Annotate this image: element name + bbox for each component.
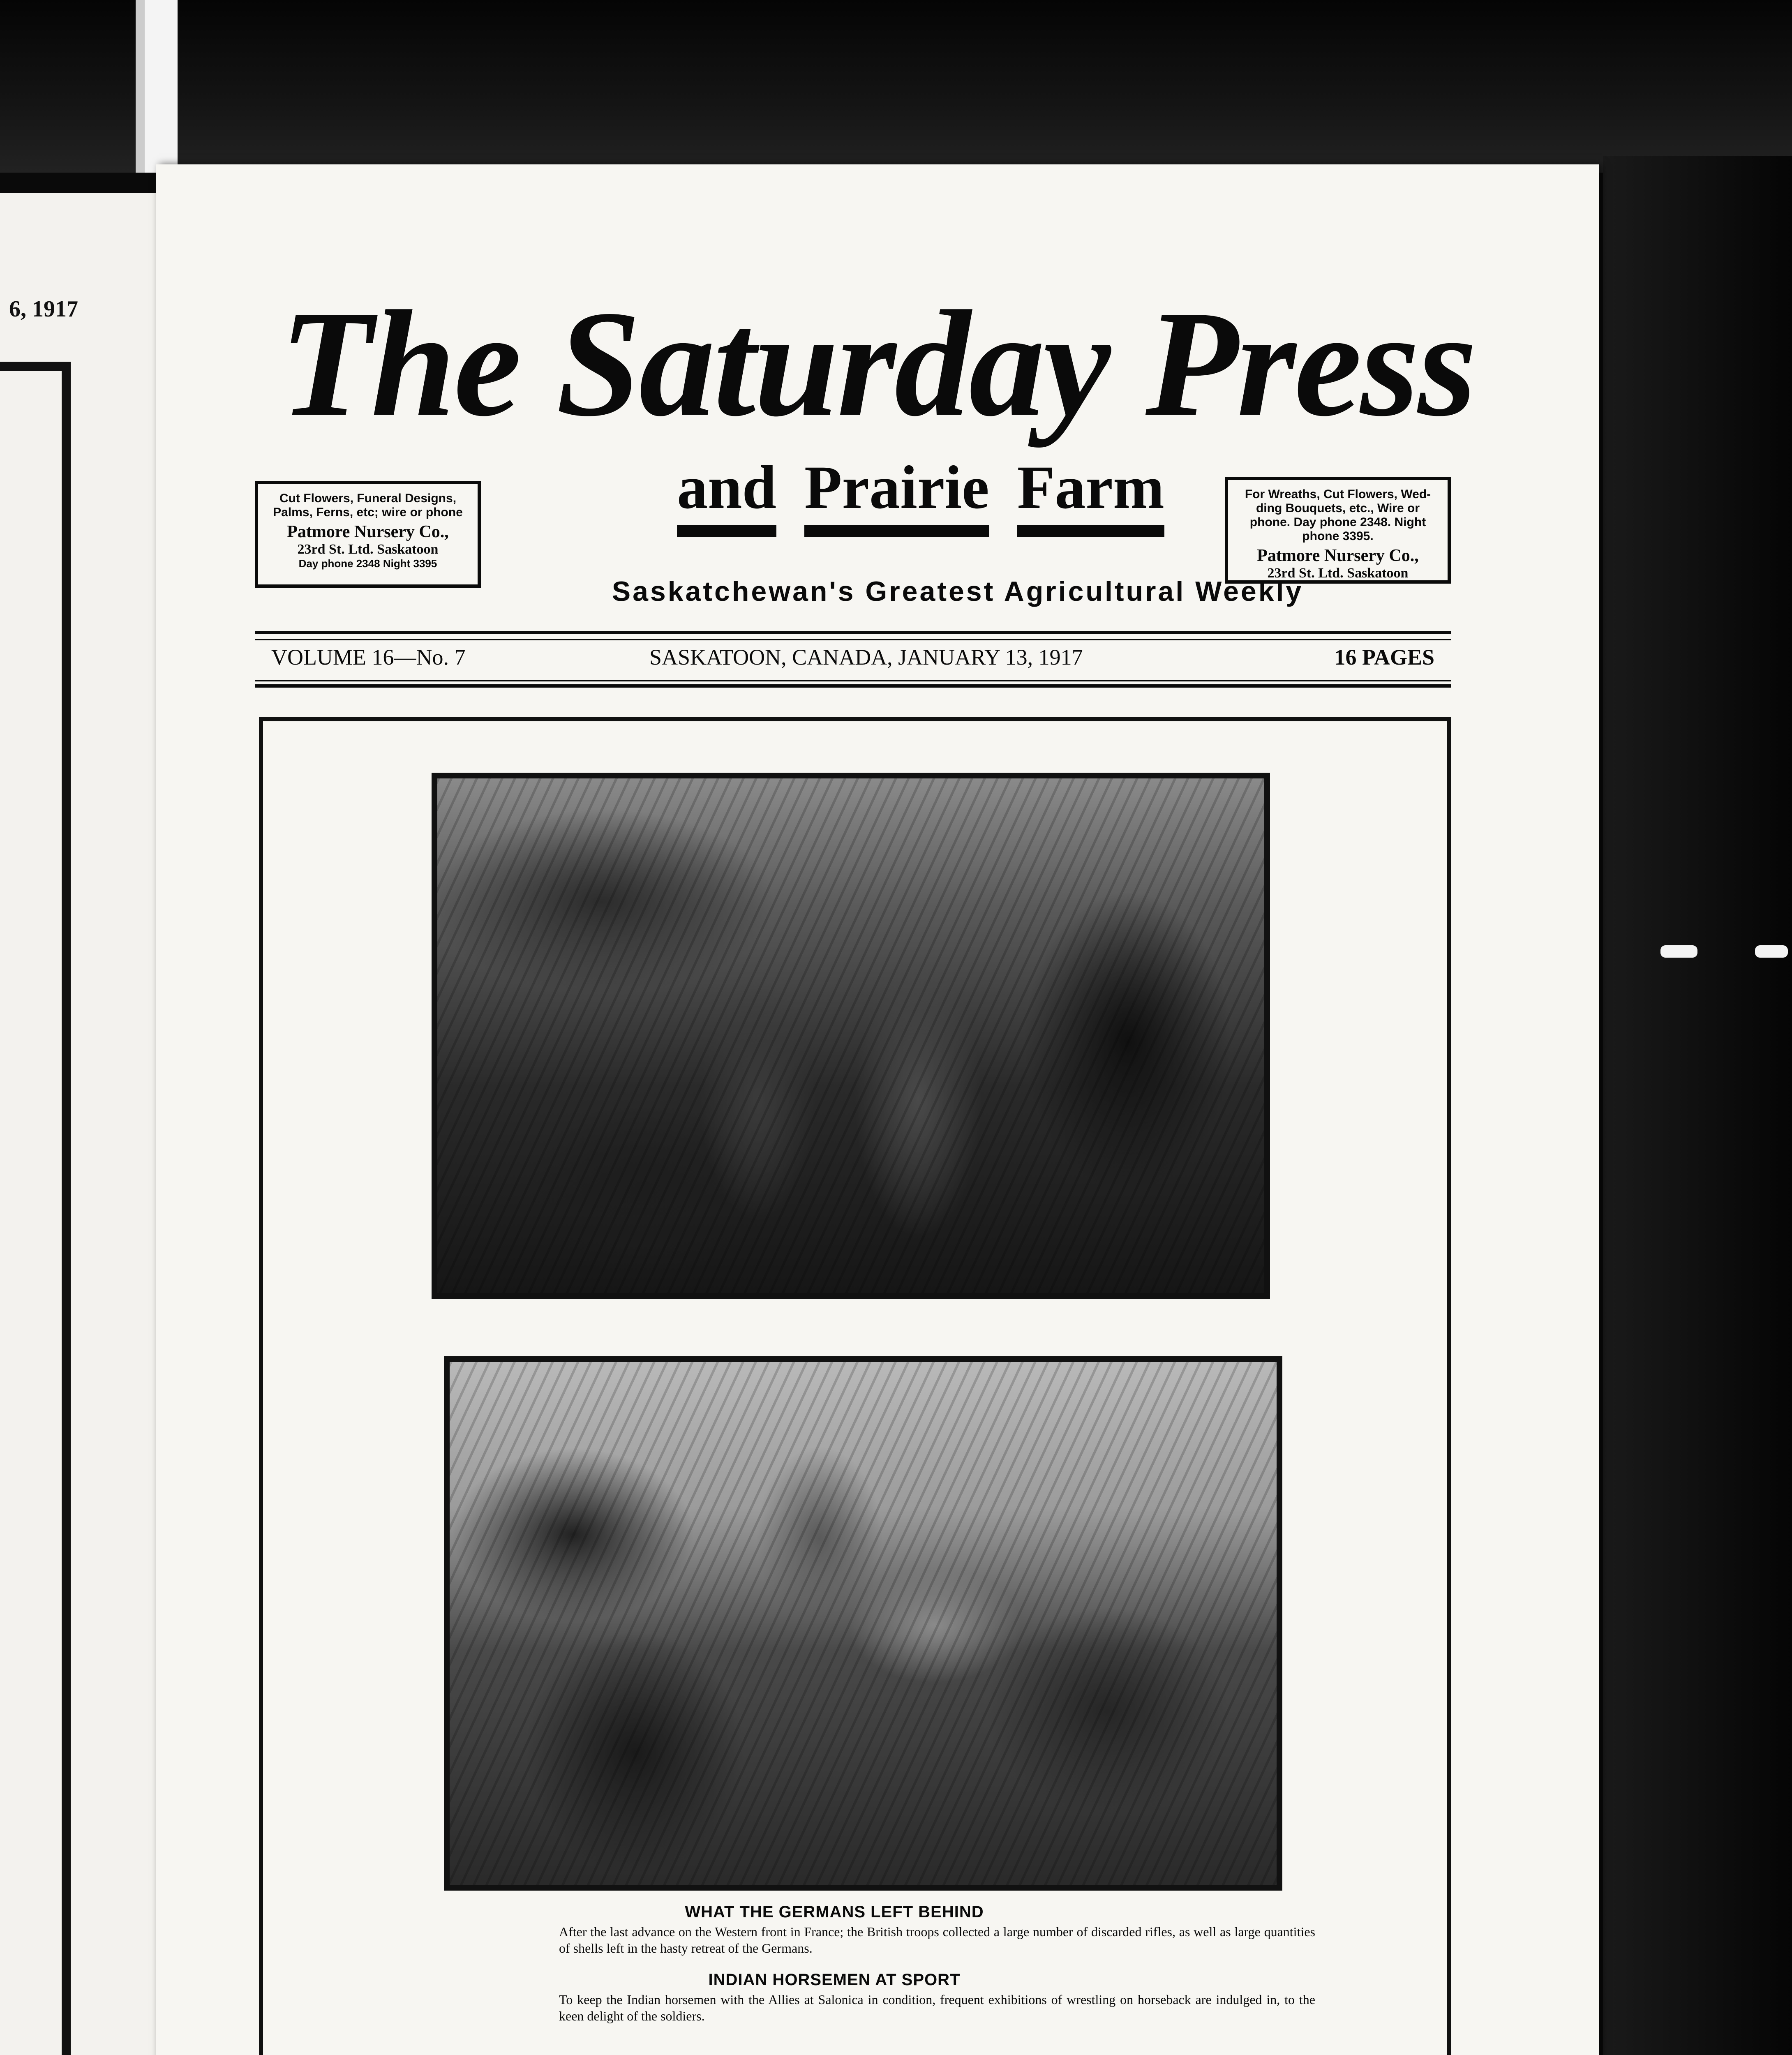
ad-right-line3: phone. Day phone 2348. Night [1249, 515, 1426, 529]
tagline: Saskatchewan's Greatest Agricultural Weekly [612, 576, 1304, 607]
caption-body-germans: After the last advance on the Western front in France; the British troops collected a large number of discarded rifles, as well as large quantities of shells left in the hasty retreat of the Germans. [559, 1924, 1315, 1956]
film-scratch-mark [1660, 945, 1697, 958]
ad-left-phone: Day phone 2348 Night 3395 [298, 557, 437, 570]
ad-right-address: 23rd St. Ltd. Saskatoon [1267, 566, 1409, 581]
microfilm-right-edge [1603, 156, 1792, 2055]
subtitle-prairie: Prairie [804, 452, 989, 537]
left-page-date: 6, 1917 [9, 296, 78, 322]
subtitle-farm: Farm [1017, 452, 1164, 537]
film-scratch-mark [1755, 945, 1788, 958]
left-page-border-box [0, 362, 71, 2055]
issue-line [255, 644, 1451, 677]
masthead-subtitle [571, 452, 1270, 537]
adjacent-left-page [0, 193, 177, 2055]
masthead-title: The Saturday Press [279, 279, 1476, 448]
subtitle-and: and [677, 452, 776, 537]
issue-page-count: 16 PAGES [1334, 645, 1434, 670]
ad-left-address: 23rd St. Ltd. Saskatoon [297, 542, 439, 557]
ad-left-line2: Palms, Ferns, etc; wire or phone [273, 506, 463, 519]
ad-right-name: Patmore Nursery Co., [1257, 546, 1419, 565]
caption-body-horsemen: To keep the Indian horsemen with the Allies at Salonica in condition, frequent exhibitions of wrestling on horseback are indulged in, to the keen delight of the soldiers. [559, 1992, 1315, 2023]
rule-top-thin [255, 639, 1451, 640]
advertisement-right [1225, 477, 1451, 584]
issue-place-date: SASKATOON, CANADA, JANUARY 13, 1917 [649, 645, 1083, 670]
photo-grain-texture [437, 778, 1264, 1293]
photo-grain-texture [450, 1362, 1277, 1885]
caption-heading-germans: WHAT THE GERMANS LEFT BEHIND [685, 1903, 984, 1921]
newspaper-front-page [156, 164, 1599, 2055]
ad-right-line4: phone 3395. [1302, 529, 1374, 543]
photo-horsemen-wrestling [444, 1356, 1282, 1891]
caption-heading-horsemen: INDIAN HORSEMEN AT SPORT [708, 1971, 961, 1989]
rule-bottom-thick [255, 684, 1451, 688]
ad-right-line1: For Wreaths, Cut Flowers, Wed- [1245, 487, 1431, 501]
rule-top-thick [255, 631, 1451, 634]
issue-volume: VOLUME 16—No. 7 [271, 645, 466, 670]
photo-troops-rifles [432, 773, 1270, 1299]
microfilm-top-edge [0, 0, 1792, 173]
ad-left-name: Patmore Nursery Co., [287, 522, 449, 541]
film-sprocket-top [136, 0, 178, 173]
ad-right-line2: ding Bouquets, etc., Wire or [1256, 501, 1420, 515]
advertisement-left [255, 481, 481, 588]
ad-left-line1: Cut Flowers, Funeral Designs, [279, 492, 457, 505]
masthead [247, 279, 1508, 460]
rule-bottom-thin [255, 680, 1451, 681]
